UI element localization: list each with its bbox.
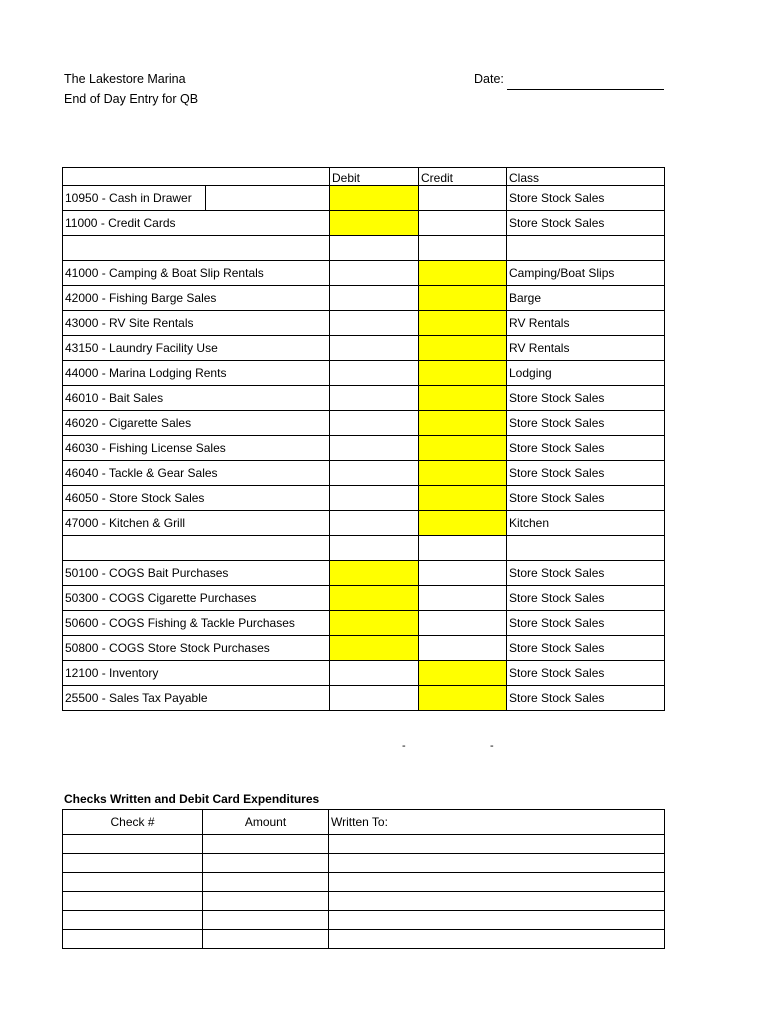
credit-input[interactable] xyxy=(419,336,507,361)
class-cell: Store Stock Sales xyxy=(507,186,665,211)
credit-input[interactable] xyxy=(419,411,507,436)
debit-input[interactable] xyxy=(330,636,419,661)
debit-cell xyxy=(330,311,419,336)
debit-cell xyxy=(330,511,419,536)
class-cell: Store Stock Sales xyxy=(507,636,665,661)
table-row-revenue-3 xyxy=(63,336,665,361)
account-cell: 11000 - Credit Cards xyxy=(63,211,330,236)
account-cell: 43000 - RV Site Rentals xyxy=(63,311,330,336)
account-cell: 44000 - Marina Lodging Rents xyxy=(63,361,330,386)
account-cell: 50800 - COGS Store Stock Purchases xyxy=(63,636,330,661)
check-number-input[interactable] xyxy=(63,873,203,892)
account-cell: 50100 - COGS Bait Purchases xyxy=(63,561,330,586)
table-row-credit-cards xyxy=(63,211,665,236)
table-row-revenue-6 xyxy=(63,411,665,436)
debit-input[interactable] xyxy=(330,611,419,636)
table-row-revenue-2 xyxy=(63,311,665,336)
class-cell: Store Stock Sales xyxy=(507,611,665,636)
debit-cell xyxy=(330,686,419,711)
credit-input[interactable] xyxy=(419,686,507,711)
check-row xyxy=(63,930,665,949)
col-header-amount: Amount xyxy=(203,810,329,835)
class-cell: Store Stock Sales xyxy=(507,586,665,611)
class-cell: Store Stock Sales xyxy=(507,211,665,236)
amount-input[interactable] xyxy=(203,854,329,873)
class-cell: Kitchen xyxy=(507,511,665,536)
written-to-input[interactable] xyxy=(329,892,665,911)
col-header-check-number: Check # xyxy=(63,810,203,835)
written-to-input[interactable] xyxy=(329,835,665,854)
check-row xyxy=(63,873,665,892)
debit-cell xyxy=(330,336,419,361)
account-cell: 46020 - Cigarette Sales xyxy=(63,411,330,436)
account-cell: 47000 - Kitchen & Grill xyxy=(63,511,330,536)
table-row-revenue-7 xyxy=(63,436,665,461)
table-row-revenue-0 xyxy=(63,261,665,286)
checks-header-row xyxy=(63,810,665,835)
account-cell: 50600 - COGS Fishing & Tackle Purchases xyxy=(63,611,330,636)
account-cell: 46050 - Store Stock Sales xyxy=(63,486,330,511)
debit-cell xyxy=(330,486,419,511)
class-cell: Store Stock Sales xyxy=(507,436,665,461)
table-row-revenue-9 xyxy=(63,486,665,511)
table-row-revenue-1 xyxy=(63,286,665,311)
debit-cell xyxy=(330,361,419,386)
account-cell: 43150 - Laundry Facility Use xyxy=(63,336,330,361)
spacer-row xyxy=(63,536,665,561)
class-cell: Store Stock Sales xyxy=(507,561,665,586)
written-to-input[interactable] xyxy=(329,854,665,873)
debit-input[interactable] xyxy=(330,586,419,611)
class-cell: Store Stock Sales xyxy=(507,411,665,436)
table-row-revenue-4 xyxy=(63,361,665,386)
class-cell: Store Stock Sales xyxy=(507,686,665,711)
class-cell: Camping/Boat Slips xyxy=(507,261,665,286)
table-row-cash xyxy=(63,186,665,211)
check-number-input[interactable] xyxy=(63,835,203,854)
account-cell: 42000 - Fishing Barge Sales xyxy=(63,286,330,311)
debit-input[interactable] xyxy=(330,186,419,211)
account-cell xyxy=(63,186,330,211)
table-row-credit-1 xyxy=(63,686,665,711)
debit-cell xyxy=(330,436,419,461)
check-row xyxy=(63,911,665,930)
date-field[interactable] xyxy=(507,89,664,90)
account-cell: 50300 - COGS Cigarette Purchases xyxy=(63,586,330,611)
check-number-input[interactable] xyxy=(63,892,203,911)
credit-input[interactable] xyxy=(419,486,507,511)
account-cell: 41000 - Camping & Boat Slip Rentals xyxy=(63,261,330,286)
account-label: 10950 - Cash in Drawer xyxy=(63,186,206,210)
checks-table xyxy=(62,809,665,949)
class-cell: RV Rentals xyxy=(507,336,665,361)
class-cell: Store Stock Sales xyxy=(507,661,665,686)
written-to-input[interactable] xyxy=(329,911,665,930)
class-cell: Lodging xyxy=(507,361,665,386)
credit-input[interactable] xyxy=(419,386,507,411)
debit-cell xyxy=(330,386,419,411)
check-row xyxy=(63,835,665,854)
col-header-class: Class xyxy=(507,168,665,186)
check-row xyxy=(63,854,665,873)
table-row-revenue-10 xyxy=(63,511,665,536)
debit-cell xyxy=(330,661,419,686)
written-to-input[interactable] xyxy=(329,873,665,892)
date-label: Date: xyxy=(474,72,504,86)
account-cell: 46040 - Tackle & Gear Sales xyxy=(63,461,330,486)
table-row-revenue-5 xyxy=(63,386,665,411)
debit-cell xyxy=(330,411,419,436)
table-row-cogs-2 xyxy=(63,611,665,636)
amount-input[interactable] xyxy=(203,873,329,892)
class-cell: Store Stock Sales xyxy=(507,461,665,486)
account-cell: 46030 - Fishing License Sales xyxy=(63,436,330,461)
account-cell: 25500 - Sales Tax Payable xyxy=(63,686,330,711)
cash-amount-input[interactable] xyxy=(206,186,329,210)
check-row xyxy=(63,892,665,911)
check-number-input[interactable] xyxy=(63,854,203,873)
credit-input[interactable] xyxy=(419,311,507,336)
table-row-cogs-1 xyxy=(63,586,665,611)
debit-total: - xyxy=(402,740,406,752)
col-header-credit: Credit xyxy=(419,168,507,186)
amount-input[interactable] xyxy=(203,930,329,949)
credit-input[interactable] xyxy=(419,661,507,686)
amount-input[interactable] xyxy=(203,892,329,911)
credit-input[interactable] xyxy=(419,461,507,486)
table-row-credit-0 xyxy=(63,661,665,686)
checks-section-title: Checks Written and Debit Card Expenditures xyxy=(64,792,320,806)
credit-cell xyxy=(419,586,507,611)
col-header-written-to: Written To: xyxy=(329,810,665,835)
class-cell: Store Stock Sales xyxy=(507,386,665,411)
debit-input[interactable] xyxy=(330,561,419,586)
credit-total: - xyxy=(490,740,494,752)
class-cell: Store Stock Sales xyxy=(507,486,665,511)
credit-cell xyxy=(419,611,507,636)
debit-cell xyxy=(330,286,419,311)
company-name: The Lakestore Marina xyxy=(64,72,186,86)
account-cell: 12100 - Inventory xyxy=(63,661,330,686)
account-cell: 46010 - Bait Sales xyxy=(63,386,330,411)
table-row-revenue-8 xyxy=(63,461,665,486)
col-header-account xyxy=(63,168,330,186)
credit-cell xyxy=(419,186,507,211)
table-row-cogs-3 xyxy=(63,636,665,661)
entry-table xyxy=(62,167,665,711)
credit-input[interactable] xyxy=(419,361,507,386)
debit-cell xyxy=(330,461,419,486)
credit-input[interactable] xyxy=(419,436,507,461)
credit-cell xyxy=(419,561,507,586)
table-header-row xyxy=(63,168,665,186)
class-cell: Barge xyxy=(507,286,665,311)
credit-cell xyxy=(419,211,507,236)
credit-input[interactable] xyxy=(419,286,507,311)
debit-cell xyxy=(330,261,419,286)
form-subtitle: End of Day Entry for QB xyxy=(64,92,199,106)
written-to-input[interactable] xyxy=(329,930,665,949)
check-number-input[interactable] xyxy=(63,911,203,930)
debit-input[interactable] xyxy=(330,211,419,236)
credit-input[interactable] xyxy=(419,511,507,536)
amount-input[interactable] xyxy=(203,835,329,854)
credit-input[interactable] xyxy=(419,261,507,286)
credit-cell xyxy=(419,636,507,661)
amount-input[interactable] xyxy=(203,911,329,930)
col-header-debit: Debit xyxy=(330,168,419,186)
check-number-input[interactable] xyxy=(63,930,203,949)
table-row-cogs-0 xyxy=(63,561,665,586)
class-cell: RV Rentals xyxy=(507,311,665,336)
spacer-row xyxy=(63,236,665,261)
